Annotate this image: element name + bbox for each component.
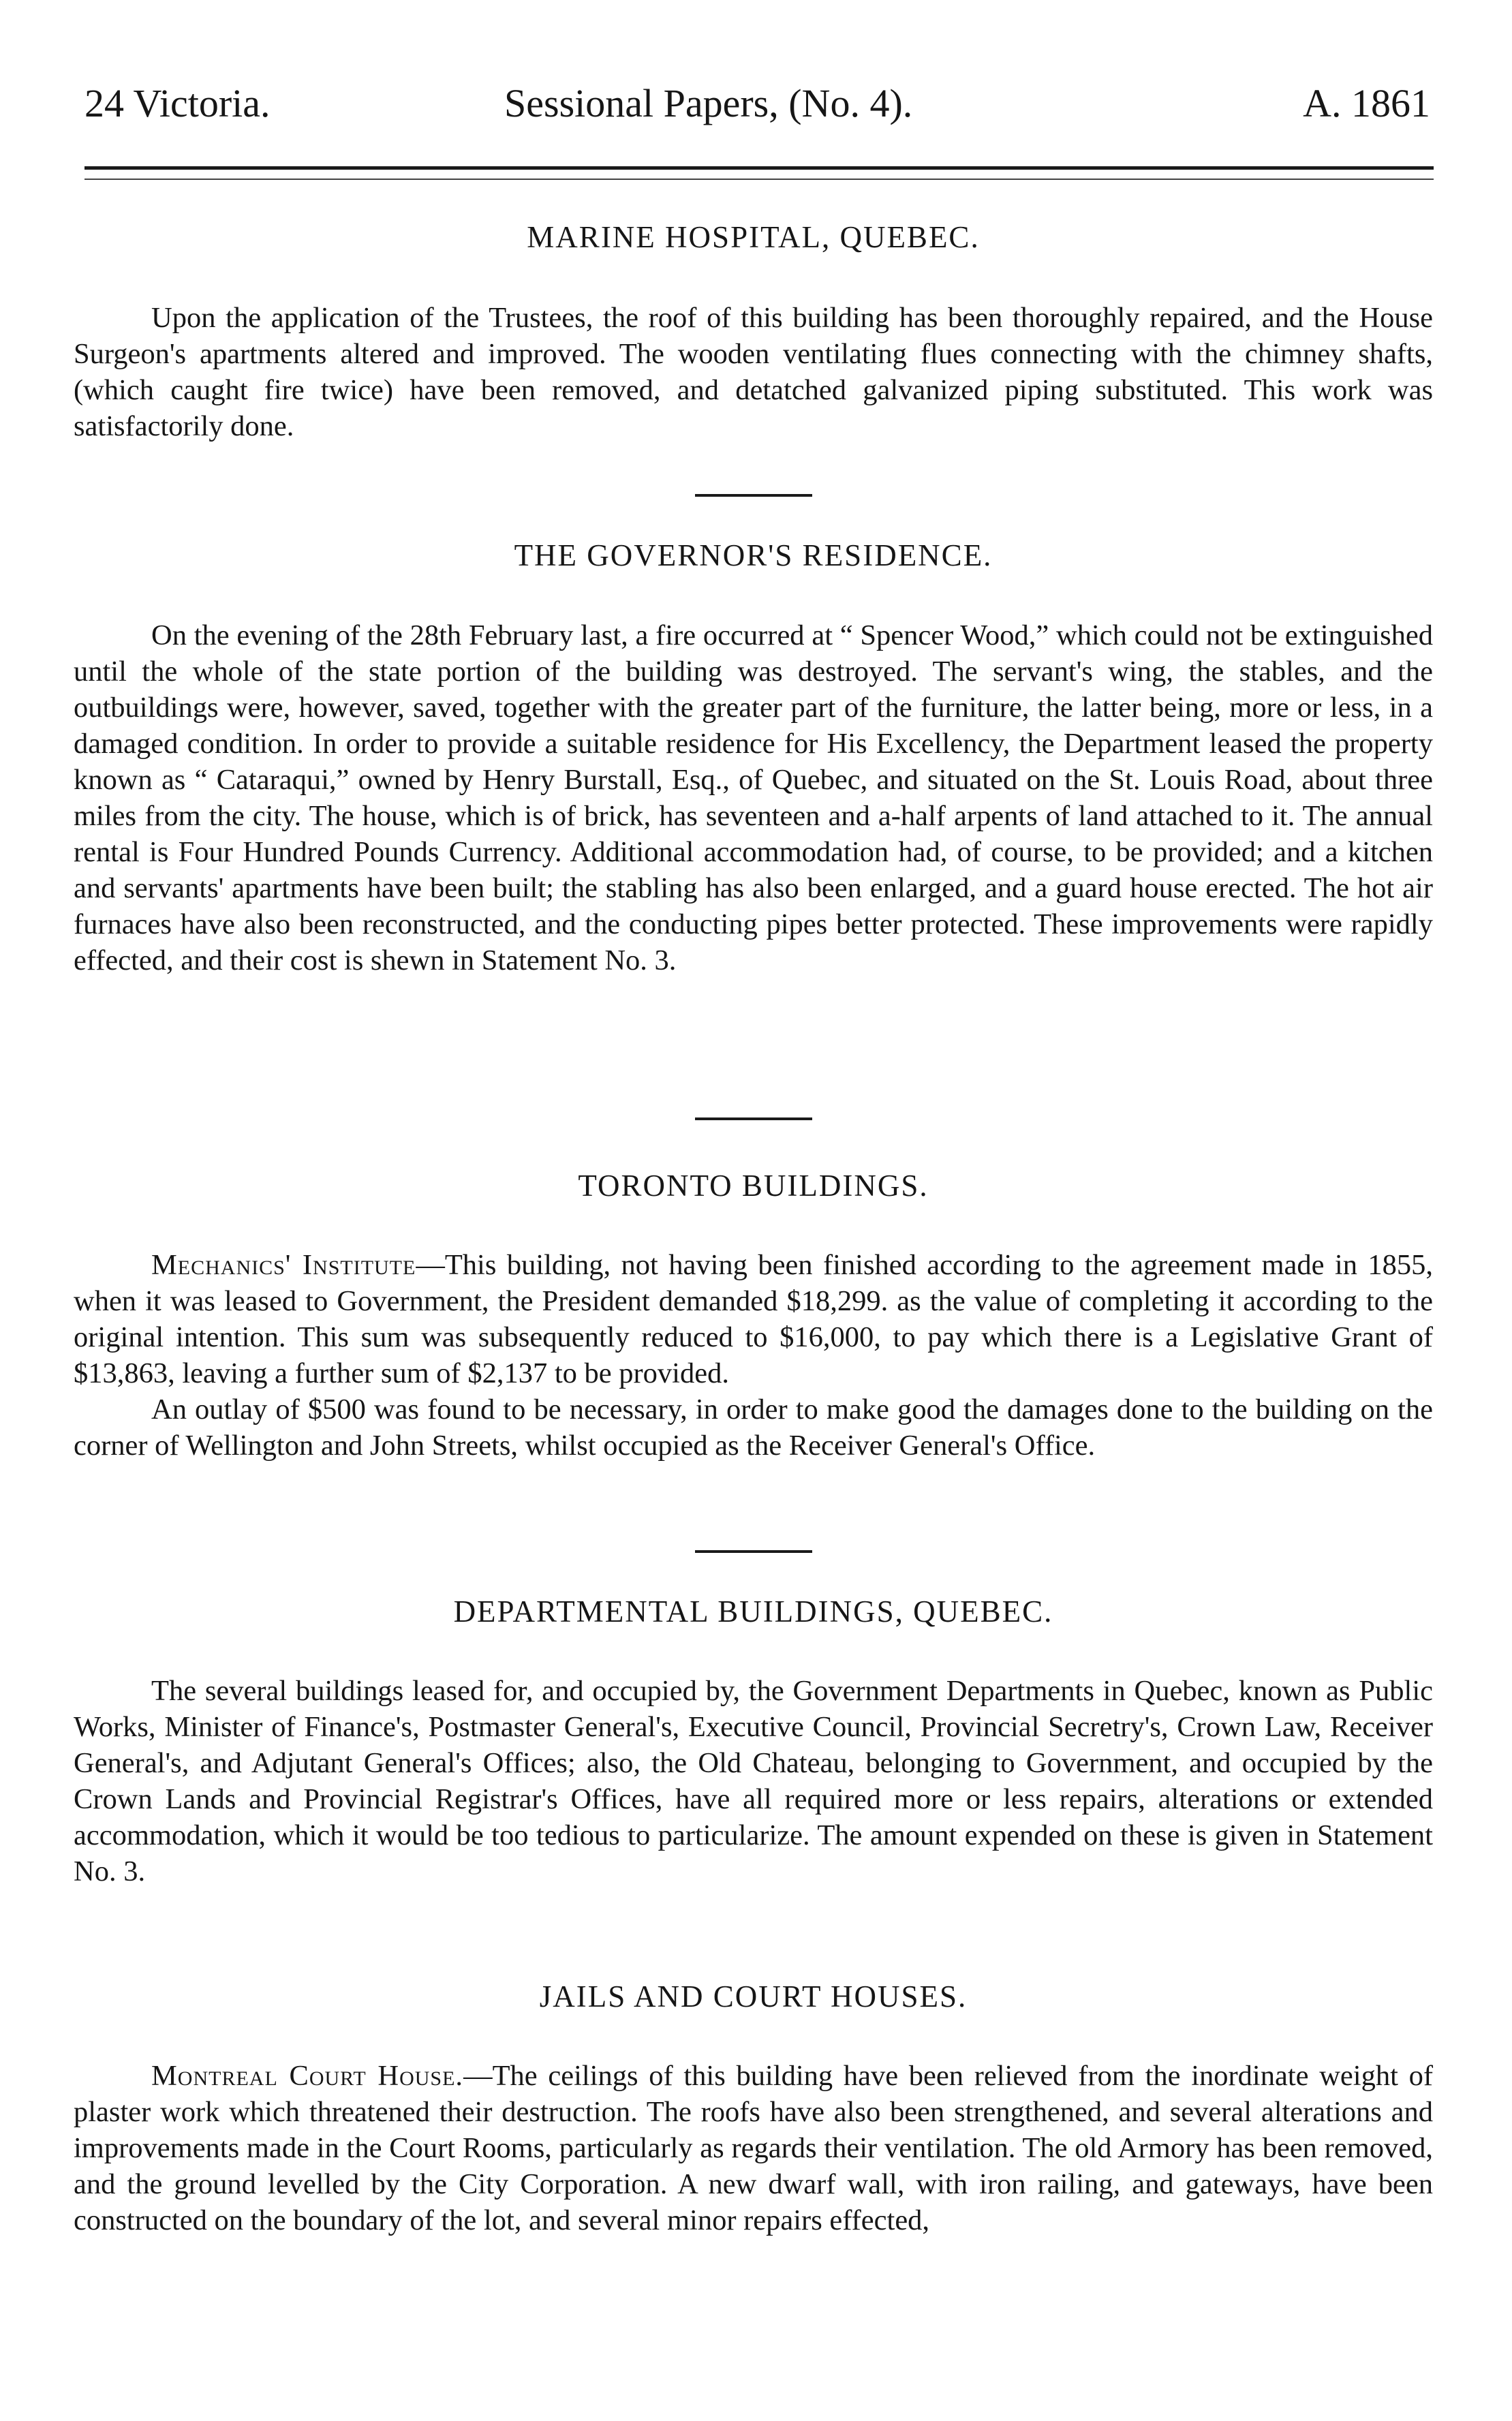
paragraph: An outlay of $500 was found to be necessary, in order to make good the damages done to the building on the corner of Wellington and John Streets, whilst occupied as the Receiver General's Office. xyxy=(74,1393,1433,1462)
section-heading: THE GOVERNOR'S RESIDENCE. xyxy=(514,538,993,572)
paragraph: The several buildings leased for, and occupied by, the Government Departments in Quebec, known as Public Works, Minister of Finance's, Postmaster General's, Executive Council, Provincial Secretry's, Crown Law, Receiver General's, and Adjutant General's Offices; also, the Old Chateau, belonging to Government, and occupied by the Crown Lands and Provincial Registrar's Offices, have all required more or less repairs, alterations or extended accommodation, which it would be too tedious to particularize. The amount expended on these is given in Statement No. 3. xyxy=(74,1675,1433,1887)
section-governors-residence xyxy=(74,535,1433,978)
section-departmental-buildings xyxy=(74,1591,1433,1890)
section-divider xyxy=(695,1550,812,1553)
section-divider xyxy=(695,494,812,497)
header-title: Sessional Papers, (No. 4). xyxy=(504,81,913,125)
section-toronto-buildings xyxy=(74,1165,1433,1464)
paragraph xyxy=(74,2058,1433,2238)
header-year: A. 1861 xyxy=(1303,81,1430,125)
section-divider xyxy=(695,1117,812,1120)
section-heading: DEPARTMENTAL BUILDINGS, QUEBEC. xyxy=(453,1594,1053,1629)
header-rule-thin xyxy=(84,179,1434,180)
section-heading: TORONTO BUILDINGS. xyxy=(578,1169,929,1203)
paragraph: On the evening of the 28th February last, a fire occurred at “ Spencer Wood,” which could not be extinguished until the whole of the state portion of the building was destroyed. The servant's wing, the stables, and the outbuildings were, however, saved, together with the greater part of the furniture, the latter being, more or less, in a damaged condition. In order to provide a suitable residence for His Excellency, the Department leased the property known as “ Cataraqui,” owned by Henry Burstall, Esq., of Quebec, and situated on the St. Louis Road, about three miles from the city. The house, which is of brick, has seventeen and a-half arpents of land attached to it. The annual rental is Four Hundred Pounds Currency. Additional accommodation had, of course, to be provided; and a kitchen and servants' apartments have been built; the stabling has also been enlarged, and a guard house erected. The hot air furnaces have also been reconstructed, and the conducting pipes better protected. These improvements were rapidly effected, and their cost is shewn in Statement No. 3. xyxy=(74,619,1433,976)
section-heading: JAILS AND COURT HOUSES. xyxy=(539,1979,968,2014)
paragraph-body: —This building, not having been finished according to the agreement made in 1855, when it was leased to Government, the President demanded $18,299. as the value of completing it according to the original intention. This sum was subsequently reduced to $16,000, to pay which there is a Legislative Grant of $13,863, leaving a further sum of $2,137 to be provided. xyxy=(74,1249,1433,1389)
paragraph xyxy=(74,1247,1433,1391)
header-session: 24 Victoria. xyxy=(84,81,271,125)
paragraph: Upon the application of the Trustees, the roof of this building has been thoroughly repaired, and the House Surgeon's apartments altered and improved. The wooden ventilating flues connecting with the chimney shafts, (which caught fire twice) have been removed, and detatched galvanized piping substituted. This work was satisfactorily done. xyxy=(74,302,1433,442)
running-header xyxy=(74,80,1433,135)
paragraph-lead: Mechanics' Institute xyxy=(151,1249,416,1281)
section-marine-hospital xyxy=(74,217,1433,444)
header-rule-thick xyxy=(84,166,1434,170)
paragraph-lead: Montreal Court House. xyxy=(151,2060,464,2092)
paragraph-body: —The ceilings of this building have been relieved from the inordinate weight of plaster work which threatened their destruction. The roofs have also been strengthened, and several alterations and improvements made in the Court Rooms, particularly as regards their ventilation. The old Armory has been removed, and the ground levelled by the City Corporation. A new dwarf wall, with iron railing, and gateways, have been constructed on the boundary of the lot, and several minor repairs effected, xyxy=(74,2060,1433,2236)
section-jails-court-houses xyxy=(74,1976,1433,2238)
section-heading: MARINE HOSPITAL, QUEBEC. xyxy=(527,220,980,254)
